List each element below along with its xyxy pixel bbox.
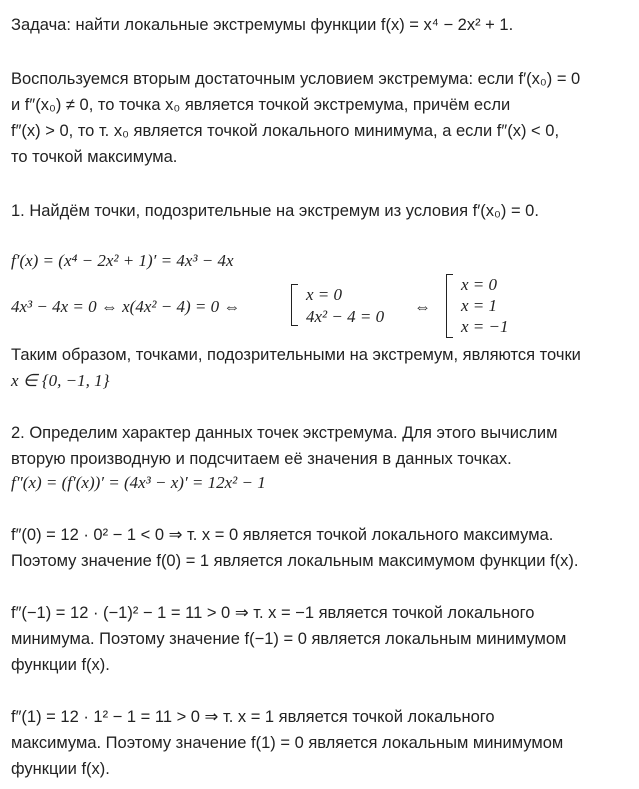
point-1-line-2: максимума. Поэтому значение f(1) = 0 является локальным минимумом <box>11 734 564 752</box>
second-derivative-formula: f″(x) = (f′(x))′ = (4x³ − x)′ = 12x² − 1 <box>11 473 266 492</box>
condition-line-3: f″(x) > 0, то т. x₀ является точкой локального минимума, а если f″(x) < 0, <box>11 122 560 140</box>
critical-points-text: Таким образом, точками, подозрительными на экстремум, являются точки <box>11 346 581 364</box>
point-1-line-3: функции f(x). <box>11 760 110 778</box>
system-bracket-b <box>446 274 453 338</box>
system-b-row-2: x = 1 <box>461 296 498 315</box>
system-a-row-1: x = 0 <box>306 285 343 304</box>
system-bracket-a <box>291 284 298 326</box>
condition-line-4: то точкой максимума. <box>11 148 178 166</box>
critical-points-set: x ∈ {0, −1, 1} <box>11 371 110 390</box>
point-1-line-1: f″(1) = 12 · 1² − 1 = 11 > 0 ⇒ т. x = 1 является точкой локального <box>11 708 495 726</box>
point-minus1-line-3: функции f(x). <box>11 656 110 674</box>
system-b-row-1: x = 0 <box>461 275 498 294</box>
point-minus1-line-2: минимума. Поэтому значение f(−1) = 0 является локальным минимумом <box>11 630 567 648</box>
equivalence-symbol: ⇔ <box>414 297 431 316</box>
point-0-line-1: f″(0) = 12 · 0² − 1 < 0 ⇒ т. x = 0 является точкой локального максимума. <box>11 526 554 544</box>
step2-heading-1: 2. Определим характер данных точек экстремума. Для этого вычислим <box>11 424 558 442</box>
step2-heading-2: вторую производную и подсчитаем её значения в данных точках. <box>11 450 512 468</box>
condition-line-2: и f″(x₀) ≠ 0, то точка x₀ является точкой экстремума, причём если <box>11 96 511 114</box>
first-derivative-formula: f′(x) = (x⁴ − 2x² + 1)′ = 4x³ − 4x <box>11 251 234 270</box>
step1-heading: 1. Найдём точки, подозрительные на экстремум из условия f′(x₀) = 0. <box>11 202 539 220</box>
condition-line-1: Воспользуемся вторым достаточным условием экстремума: если f′(x₀) = 0 <box>11 70 581 88</box>
task-statement: Задача: найти локальные экстремумы функции f(x) = x⁴ − 2x² + 1. <box>11 16 514 34</box>
point-0-line-2: Поэтому значение f(0) = 1 является локальным максимумом функции f(x). <box>11 552 579 570</box>
system-b-row-3: x = −1 <box>461 317 509 336</box>
system-a-row-2: 4x² − 4 = 0 <box>306 307 385 326</box>
point-minus1-line-1: f″(−1) = 12 · (−1)² − 1 = 11 > 0 ⇒ т. x = −1 является точкой локального <box>11 604 535 622</box>
equation-solve: 4x³ − 4x = 0 ⇔ x(4x² − 4) = 0 ⇔ <box>11 297 241 316</box>
